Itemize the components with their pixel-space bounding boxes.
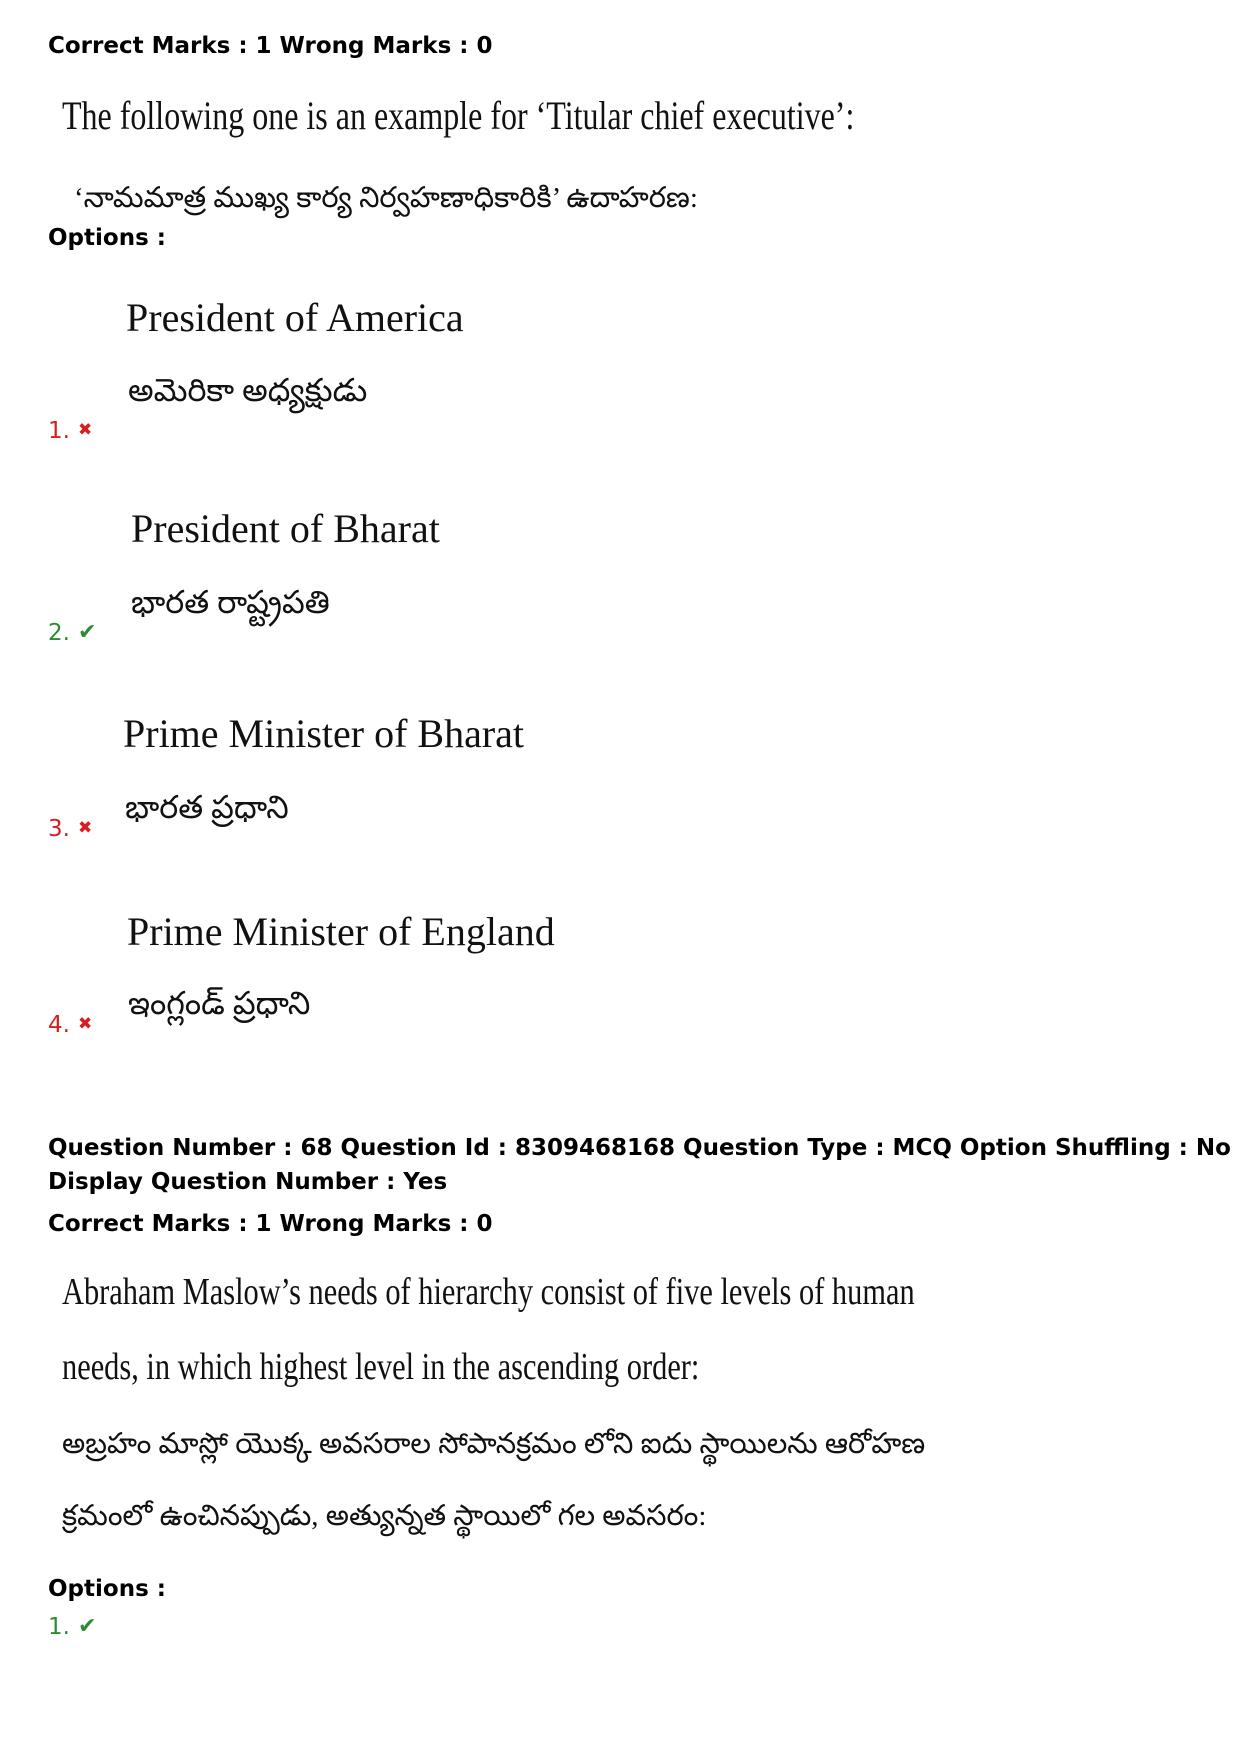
q68-option-1 [48, 1614, 96, 1640]
cross-icon: ✖ [77, 1014, 93, 1034]
option-number: 1. [48, 1614, 70, 1640]
q67-option-4-te: ఇంగ్లండ్ ప్రధాని [128, 985, 311, 1021]
q68-question-te-line-2: క్రమంలో ఉంచినప్పుడు, అత్యున్నత స్థాయిలో గల అవసరం: [62, 1500, 707, 1532]
q68-header-line-1: Question Number : 68 Question Id : 8309468168 Question Type : MCQ Option Shuffling : No [48, 1135, 1231, 1161]
q67-marks: Correct Marks : 1 Wrong Marks : 0 [48, 33, 493, 59]
q67-option-1 [48, 418, 92, 444]
q67-option-3-en: Prime Minister of Bharat [123, 711, 525, 756]
cross-icon: ✖ [77, 818, 93, 838]
q68-question-en-line-2: needs, in which highest level in the ascending order: [62, 1346, 700, 1388]
q67-option-1-en: President of America [126, 295, 464, 340]
q68-options-label: Options : [48, 1576, 166, 1602]
option-number: 3. [48, 816, 70, 842]
q68-marks: Correct Marks : 1 Wrong Marks : 0 [48, 1211, 493, 1237]
cross-icon: ✖ [77, 420, 93, 440]
option-number: 4. [48, 1012, 70, 1038]
q67-question-en: The following one is an example for ‘Titular chief executive’: [62, 93, 855, 138]
q67-option-3-te: భారత ప్రధాని [125, 789, 289, 825]
q67-option-4 [48, 1012, 92, 1038]
q67-option-4-en: Prime Minister of England [127, 909, 555, 954]
q67-option-1-te: అమెరికా అధ్యక్షుడు [128, 372, 368, 408]
q67-question-te: ‘నామమాత్ర ముఖ్య కార్య నిర్వహణాధికారికి’ ఉదాహరణ: [74, 182, 698, 214]
q68-header-line-2: Display Question Number : Yes [48, 1169, 448, 1195]
q68-question-te-line-1: అబ్రహం మాస్లో యొక్క అవసరాల సోపానక్రమం లోని ఐదు స్థాయిలను ఆరోహణ [62, 1428, 926, 1460]
q67-option-2 [48, 620, 96, 646]
q67-options-label: Options : [48, 225, 166, 251]
option-number: 2. [48, 620, 70, 646]
q67-option-3 [48, 816, 92, 842]
option-number: 1. [48, 418, 70, 444]
q67-option-2-en: President of Bharat [131, 506, 440, 551]
check-icon: ✔ [77, 1614, 97, 1639]
q68-question-en-line-1: Abraham Maslow’s needs of hierarchy consist of five levels of human [62, 1271, 915, 1313]
q67-option-2-te: భారత రాష్ట్రపతి [131, 584, 330, 620]
check-icon: ✔ [77, 620, 97, 645]
